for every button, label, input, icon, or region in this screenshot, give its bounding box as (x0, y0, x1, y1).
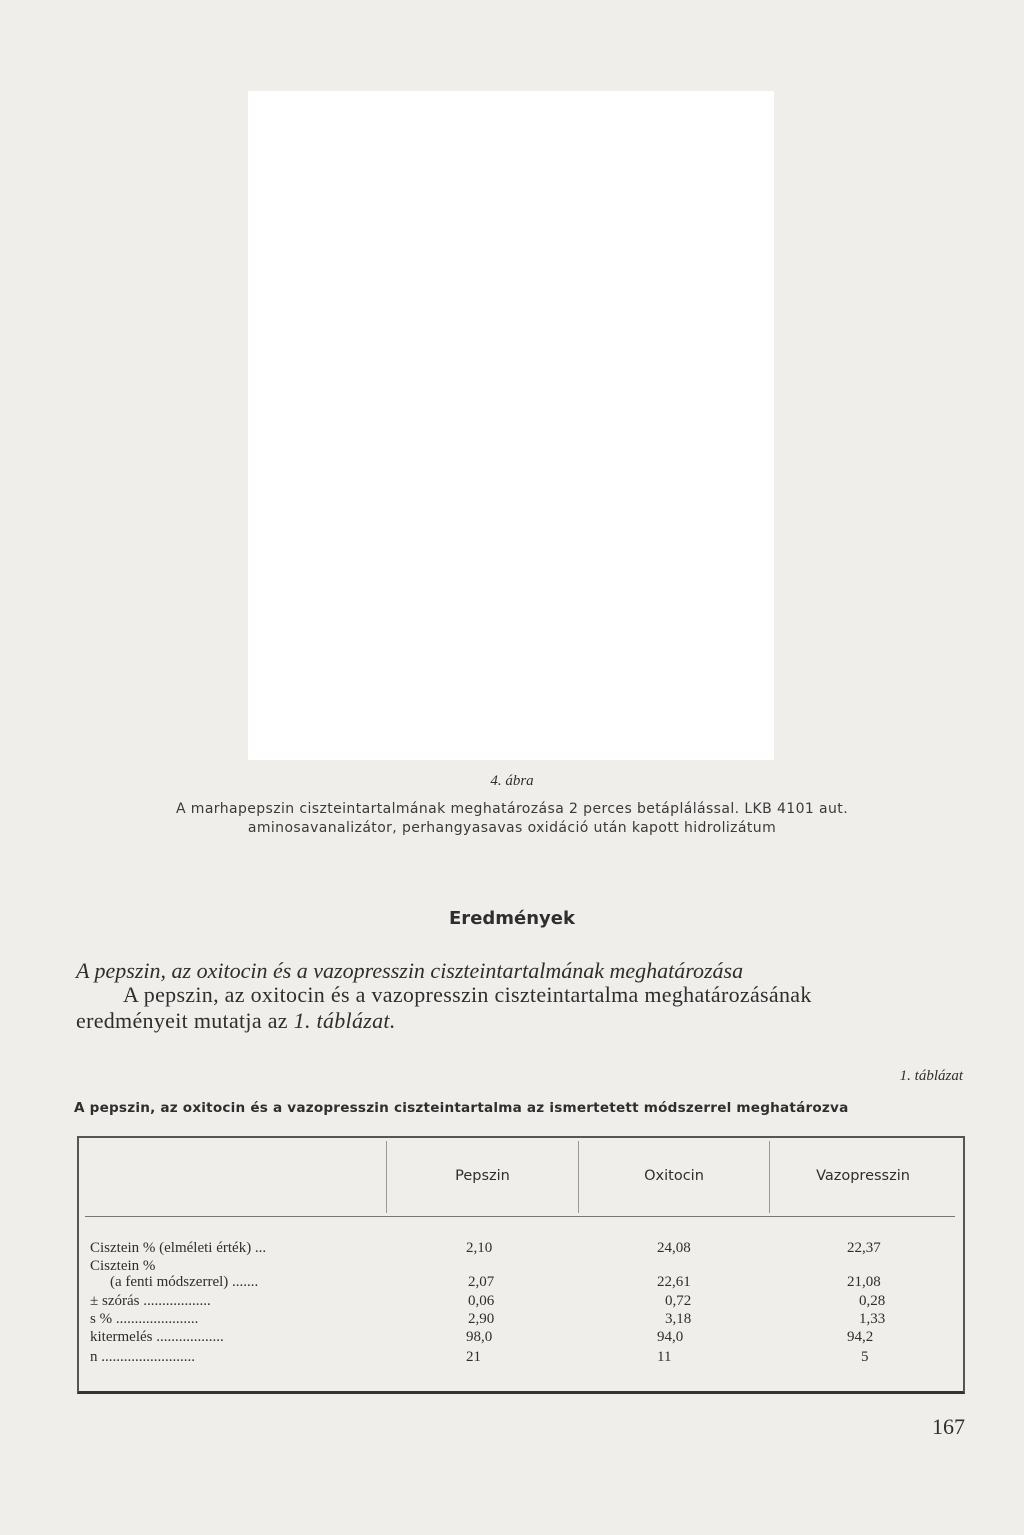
table-label: 1. táblázat (899, 1068, 963, 1084)
row-label: n ......................... (90, 1349, 195, 1365)
section-heading: Eredmények (449, 908, 575, 929)
table-cell: 0,06 (468, 1293, 495, 1309)
column-header-oxitocin: Oxitocin (644, 1168, 704, 1184)
table-cell: 1,33 (859, 1311, 886, 1327)
table-cell: 0,72 (665, 1293, 692, 1309)
page-number: 167 (932, 1414, 965, 1439)
table-cell: 0,28 (859, 1293, 886, 1309)
table-cell: 2,10 (466, 1240, 493, 1256)
table-title: A pepszin, az oxitocin és a vazopresszin ciszteintartalma az ismertetett módszerrel meghatározva (74, 1100, 849, 1116)
figure-caption (72, 800, 952, 838)
table-cell: 2,90 (468, 1311, 495, 1327)
figure-caption-line1: A marhapepszin ciszteintartalmának meghatározása 2 perces betáplálással. LKB 4101 aut. (175, 801, 849, 817)
subsection-heading: A pepszin, az oxitocin és a vazopresszin ciszteintartalmának meghatározása (76, 958, 744, 983)
table-reference: 1. táblázat. (293, 1008, 396, 1033)
table-cell: 22,61 (657, 1274, 691, 1290)
table-cell: 3,18 (665, 1311, 692, 1327)
table-cell: 5 (861, 1349, 869, 1365)
row-label: s % ...................... (90, 1311, 199, 1327)
column-header-vazopresszin: Vazopresszin (816, 1168, 910, 1184)
table-cell: 21 (466, 1349, 481, 1365)
figure-number: 4. ábra (490, 773, 534, 789)
paragraph-line2-text: eredményeit mutatja az (76, 1008, 294, 1033)
column-header-pepszin: Pepszin (455, 1168, 510, 1184)
table-cell: 21,08 (847, 1274, 881, 1290)
table-cell: 24,08 (657, 1240, 691, 1256)
table-cell: 2,07 (468, 1274, 495, 1290)
table-cell: 98,0 (466, 1329, 493, 1345)
table-cell: 94,0 (657, 1329, 684, 1345)
figure-image (248, 91, 774, 760)
row-label: Cisztein % (90, 1258, 156, 1274)
figure-caption-line2: aminosavanalizátor, perhangyasavas oxidáció után kapott hidrolizátum (247, 820, 777, 836)
table-cell: 94,2 (847, 1329, 874, 1345)
header-divider (85, 1216, 955, 1217)
row-label: Cisztein % (elméleti érték) ... (90, 1240, 267, 1256)
row-label: kitermelés .................. (90, 1329, 224, 1345)
paragraph-line1: A pepszin, az oxitocin és a vazopresszin ciszteintartalma meghatározásának (123, 982, 812, 1007)
table-cell: 11 (657, 1349, 672, 1365)
row-label: (a fenti módszerrel) ....... (110, 1274, 259, 1290)
paragraph-line2 (76, 1008, 396, 1034)
row-label: ± szórás .................. (90, 1293, 211, 1309)
table-cell: 22,37 (847, 1240, 881, 1256)
